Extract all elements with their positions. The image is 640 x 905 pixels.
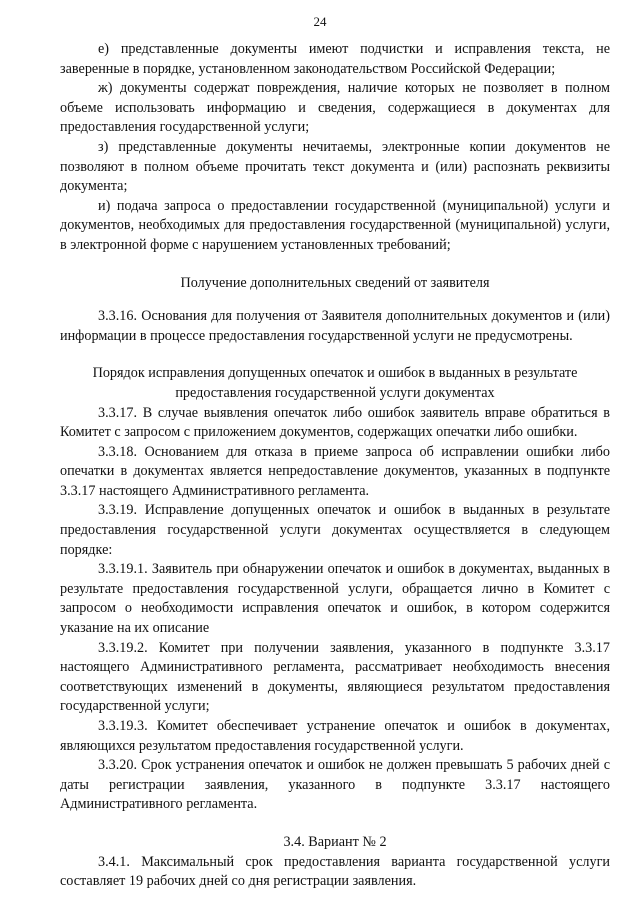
paragraph-3-4-1: 3.4.1. Максимальный срок предоставления варианта государственной услуги составляет 19 рабочих дней со дня регистрации заявления. bbox=[60, 853, 610, 890]
paragraph-i: и) подача запроса о предоставлении государственной (муниципальной) услуги и документов, необходимых для предоставления государственной (муниципальной) услуги, в электронной форме с нарушением установленных требований; bbox=[60, 197, 610, 253]
paragraph-zh: ж) документы содержат повреждения, наличие которых не позволяет в полном объеме использовать информацию и сведения, содержащиеся в документах для предоставления государственной услуги; bbox=[60, 80, 610, 136]
paragraph-3-3-19-3: 3.3.19.3. Комитет обеспечивает устранение опечаток и ошибок в документах, являющихся результатом предоставления государственной услуги. bbox=[60, 718, 610, 754]
section-heading-variant-2: 3.4. Вариант № 2 bbox=[283, 833, 387, 850]
paragraph-3-3-19: 3.3.19. Исправление допущенных опечаток и ошибок в выданных в результате предоставления государственной услуги документах осуществляется в следующем порядке: bbox=[60, 502, 610, 558]
paragraph-3-3-18: 3.3.18. Основанием для отказа в приеме запроса об исправлении ошибки либо опечатки в документах является непредоставление документов, указанных в подпункте 3.3.17 настоящего Административного регламента. bbox=[60, 443, 610, 499]
paragraph-3-3-19-1: 3.3.19.1. Заявитель при обнаружении опечаток и ошибок в документах, выданных в результате предоставления государственной услуги, обращается лично в Комитет с запросом о необходимости исправления опечаток и ошибок, в котором содержится указание на их описание bbox=[60, 561, 610, 637]
section-heading-corrections: Порядок исправления допущенных опечаток и ошибок в выданных в результате предоставления государственной услуги документах bbox=[92, 365, 578, 401]
paragraph-e: е) представленные документы имеют подчистки и исправления текста, не заверенные в порядке, установленном законодательством Российской Федерации; bbox=[60, 41, 610, 77]
paragraph-3-3-19-2: 3.3.19.2. Комитет при получении заявления, указанного в подпункте 3.3.17 настоящего Административного регламента, рассматривает необходимость внесения соответствующих изменений в документы, являющиеся результатом предоставления государственной услуги; bbox=[60, 639, 610, 715]
paragraph-3-3-17: 3.3.17. В случае выявления опечаток либо ошибок заявитель вправе обратиться в Комитет с запросом с приложением документов, содержащих опечатки либо ошибки. bbox=[60, 404, 610, 441]
paragraph-3-3-20: 3.3.20. Срок устранения опечаток и ошибок не должен превышать 5 рабочих дней с даты регистрации заявления, указанного в подпункте 3.3.17 настоящего Административного регламента. bbox=[60, 757, 610, 813]
page-number: 24 bbox=[313, 14, 327, 29]
section-heading-additional-info: Получение дополнительных сведений от заявителя bbox=[180, 274, 490, 291]
paragraph-3-3-16: 3.3.16. Основания для получения от Заявителя дополнительных документов и (или) информации в процессе предоставления государственной услуги не предусмотрены. bbox=[60, 308, 610, 344]
paragraph-z: з) представленные документы нечитаемы, электронные копии документов не позволяют в полном объеме прочитать текст документа и (или) распознать реквизиты документа; bbox=[60, 138, 610, 195]
document-body bbox=[60, 40, 610, 892]
